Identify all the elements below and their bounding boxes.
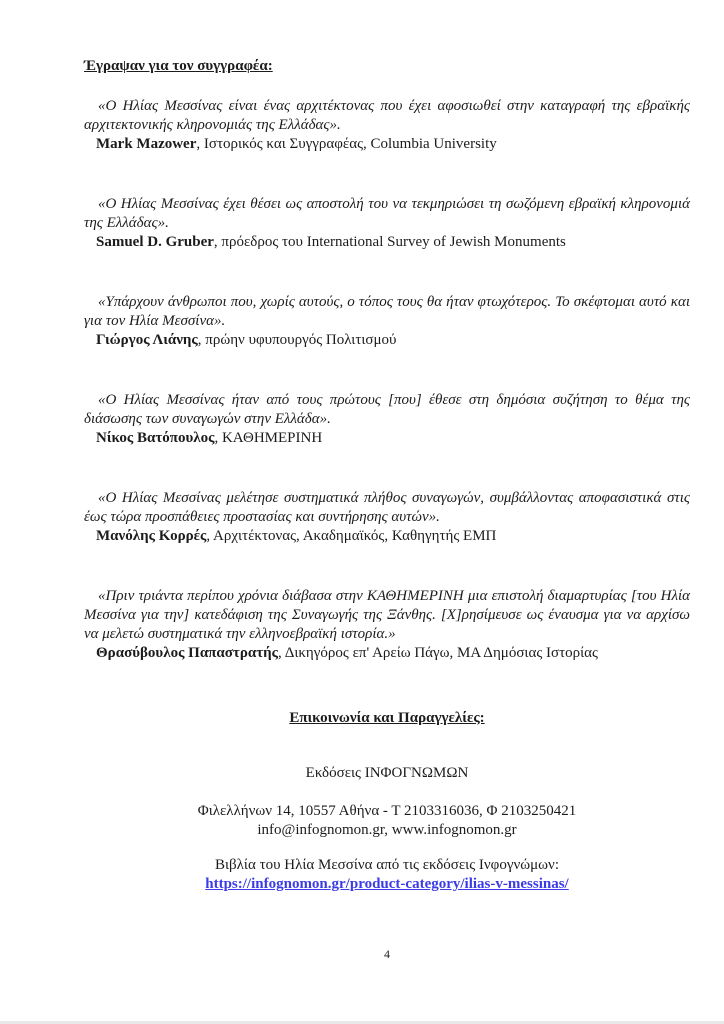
publisher-email-web: info@infognomon.gr, www.infognomon.gr [257, 822, 517, 838]
attribution-role: , Δικηγόρος επ' Αρείω Πάγω, ΜΑ Δημόσιας Ιστορίας [278, 645, 598, 661]
testimonial-korres [84, 489, 690, 546]
quote-attribution [84, 233, 690, 252]
quote-text: «Ο Ηλίας Μεσσίνας έχει θέσει ως αποστολή του να τεκμηριώσει τη σωζόμενη εβραϊκή κληρονομιά της Ελλάδας». [84, 196, 690, 231]
attribution-role: , πρώην υφυπουργός Πολιτισμού [197, 332, 397, 348]
testimonial-mazower [84, 97, 690, 154]
contact-heading: Επικοινωνία και Παραγγελίες: [289, 710, 485, 726]
publisher-address: Φιλελλήνων 14, 10557 Αθήνα - Τ 2103316036, Φ 2103250421 [197, 803, 577, 819]
quote-attribution [84, 429, 690, 448]
testimonial-vatopoulos [84, 391, 690, 448]
attribution-role: , Ιστορικός και Συγγραφέας, Columbia University [196, 136, 497, 152]
quote-text: «Πριν τριάντα περίπου χρόνια διάβασα στην ΚΑΘΗΜΕΡΙΝΗ μια επιστολή διαμαρτυρίας [του Ηλία Μεσσίνα για την] κατεδάφιση της Συναγωγής της Ξάνθης. [Χ]ρησίμευσε ως έναυσμα για να αρχίσω να μελετώ συστηματικά την ελληνοεβραϊκή ιστορία.» [84, 588, 690, 642]
quote-attribution [84, 527, 690, 546]
quote-text: «Ο Ηλίας Μεσσίνας είναι ένας αρχιτέκτονας που έχει αφοσιωθεί στην καταγραφή της εβραϊκής αρχιτεκτονικής κληρονομιάς της Ελλάδας». [84, 98, 690, 133]
attribution-name: Mark Mazower [96, 136, 197, 152]
contact-section [84, 709, 690, 894]
quote-attribution [84, 135, 690, 154]
attribution-role: , πρόεδρος του International Survey of Jewish Monuments [213, 234, 566, 250]
page-content [84, 57, 690, 894]
attribution-role: , Αρχιτέκτονας, Ακαδημαϊκός, Καθηγητής ΕΜΠ [206, 528, 497, 544]
page-title: Έγραψαν για τον συγγραφέα: [84, 58, 273, 74]
testimonial-papastratis [84, 587, 690, 663]
page-number: 4 [384, 947, 390, 961]
attribution-name: Γιώργος Λιάνης [96, 332, 198, 348]
catalog-link[interactable]: https://infognomon.gr/product-category/ilias-v-messinas/ [205, 876, 569, 892]
testimonial-lianis [84, 293, 690, 350]
attribution-role: , ΚΑΘΗΜΕΡΙΝΗ [214, 430, 323, 446]
quote-text: «Ο Ηλίας Μεσσίνας μελέτησε συστηματικά πλήθος συναγωγών, συμβάλλοντας αποφασιστικά στις έως τώρα προσπάθειες προστασίας και συντήρησης αυτών». [84, 490, 690, 525]
quote-attribution [84, 331, 690, 350]
testimonial-gruber [84, 195, 690, 252]
attribution-name: Μανόλης Κορρές [96, 528, 207, 544]
attribution-name: Θρασύβουλος Παπαστρατής [96, 645, 279, 661]
books-intro-line: Βιβλία του Ηλία Μεσσίνα από τις εκδόσεις Ινφογνώμων: [214, 857, 559, 873]
quote-attribution [84, 644, 690, 663]
quote-text: «Ο Ηλίας Μεσσίνας ήταν από τους πρώτους [που] έθεσε στη δημόσια συζήτηση το θέμα της διάσωσης των συναγωγών στην Ελλάδα». [84, 392, 690, 427]
attribution-name: Νίκος Βατόπουλος [96, 430, 215, 446]
catalog-link-line [84, 875, 690, 894]
attribution-name: Samuel D. Gruber [96, 234, 214, 250]
quote-text: «Υπάρχουν άνθρωποι που, χωρίς αυτούς, ο τόπος τους θα ήταν φτωχότερος. Το σκέφτομαι αυτό και για τον Ηλία Μεσσίνα». [84, 294, 690, 329]
publisher-name: Εκδόσεις ΙΝΦΟΓΝΩΜΩΝ [305, 765, 469, 781]
